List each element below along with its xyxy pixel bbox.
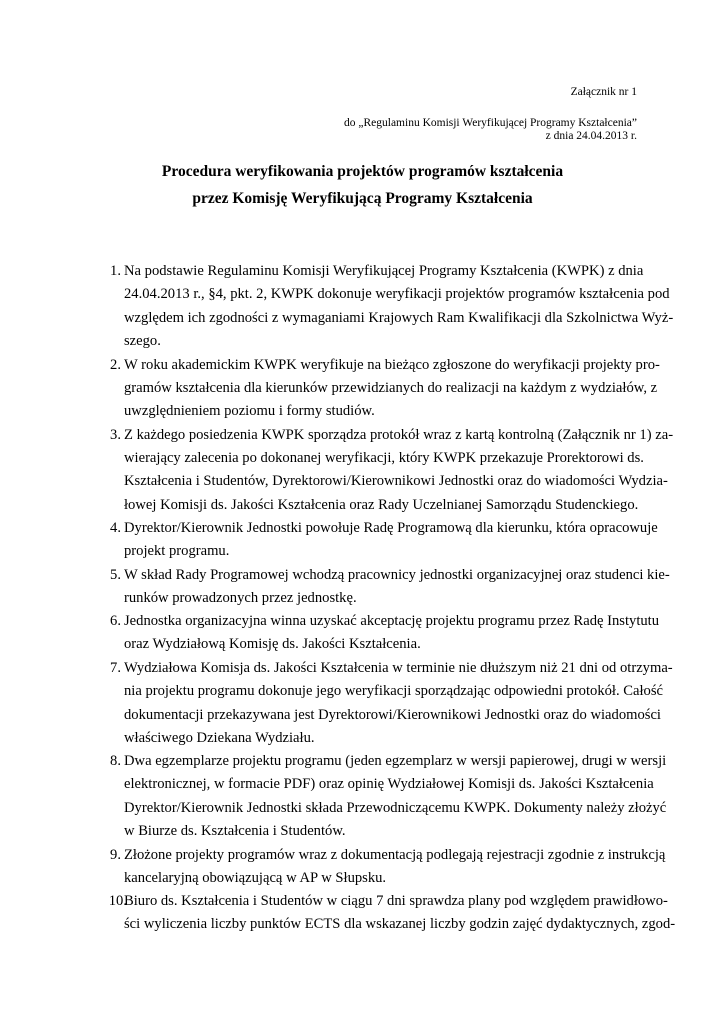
list-item-line: Wydziałowa Komisja ds. Jakości Kształcenia w terminie nie dłuższym niż 21 dni od otrzyma- <box>124 660 673 676</box>
list-item-text <box>124 610 660 657</box>
list-item-line: oraz Wydziałową Komisję ds. Jakości Kształcenia. <box>124 636 421 653</box>
list-item-line: względem ich zgodności z wymaganiami Krajowych Ram Kwalifikacji dla Szkolnictwa Wyż- <box>124 309 674 326</box>
list-item-line: Jednostka organizacyjna winna uzyskać akceptację projektu programu przez Radę Instytutu <box>124 613 660 629</box>
list-item-text <box>124 890 676 937</box>
document-title-line-1: Procedura weryfikowania projektów programów kształcenia <box>161 163 564 180</box>
list-item-line: uwzględnieniem poziomu i formy studiów. <box>124 403 375 420</box>
list-item-text <box>124 750 667 844</box>
list-item-line: W skład Rady Programowej wchodzą pracownicy jednostki organizacyjnej oraz studenci kie- <box>124 567 670 583</box>
list-item-line: wierający zalecenia po dokonanej weryfikacji, który KWPK przekazuje Prorektorowi ds. <box>124 449 644 466</box>
list-item-line: Kształcenia i Studentów, Dyrektorowi/Kierownikowi Jednostki oraz do wiadomości Wydzia- <box>124 473 668 490</box>
list-item-line: Z każdego posiedzenia KWPK sporządza protokół wraz z kartą kontrolną (Załącznik nr 1) za- <box>124 426 674 443</box>
list-item-number: 3. <box>110 426 121 443</box>
annex-reference-line-2: z dnia 24.04.2013 r. <box>545 130 637 142</box>
list-item-line: gramów kształcenia dla kierunków przewidzianych do realizacji na każdym z wydziałów, z <box>124 379 658 396</box>
list-item-line: ści wyliczenia liczby punktów ECTS dla wskazanej liczby godzin zajęć dydaktycznych, zgod- <box>124 916 676 933</box>
list-item-line: runków prowadzonych przez jednostkę. <box>124 590 357 607</box>
list-item-line: łowej Komisji ds. Jakości Kształcenia oraz Rady Uczelnianej Samorządu Studenckiego. <box>124 496 639 513</box>
list-item-line: Dwa egzemplarze projektu programu (jeden egzemplarz w wersji papierowej, drugi w wersji <box>124 753 667 769</box>
list-item-text <box>124 354 660 424</box>
list-item-line: dokumentacji przekazywana jest Dyrektorowi/Kierownikowi Jednostki oraz do wiadomości <box>124 706 661 723</box>
document-title-line-2: przez Komisję Weryfikującą Programy Kształcenia <box>192 190 533 207</box>
list-item-line: właściwego Dziekana Wydziału. <box>124 730 315 747</box>
list-item-line: projekt programu. <box>124 543 230 560</box>
list-item-line: 24.04.2013 r., §4, pkt. 2, KWPK dokonuje weryfikacji projektów programów kształcenia pod <box>124 286 670 303</box>
list-item-number: 9. <box>110 846 121 863</box>
list-item-line: nia projektu programu dokonuje jego weryfikacji sporządzając odpowiedni protokół. Całość <box>124 683 663 700</box>
list-item-text <box>124 424 674 518</box>
list-item-number: 6. <box>110 613 121 629</box>
list-item-line: szego. <box>124 333 161 350</box>
list-item-text <box>124 564 670 611</box>
list-item-line: elektronicznej, w formacie PDF) oraz opinię Wydziałowej Komisji ds. Jakości Kształcenia <box>124 776 654 793</box>
list-item-text <box>124 260 674 354</box>
list-item-line: w Biurze ds. Kształcenia i Studentów. <box>124 823 346 840</box>
list-item-number: 5. <box>110 567 121 583</box>
list-item-number: 7. <box>110 660 121 676</box>
list-item-number: 1. <box>110 263 121 279</box>
annex-label: Załącznik nr 1 <box>570 86 637 98</box>
list-item-line: Dyrektor/Kierownik Jednostki powołuje Radę Programową dla kierunku, która opracowuje <box>124 520 658 536</box>
list-item-number: 10. <box>108 893 127 909</box>
list-item-line: Biuro ds. Kształcenia i Studentów w ciągu 7 dni sprawdza plany pod względem prawidłowo- <box>124 893 668 909</box>
list-item-line: Złożone projekty programów wraz z dokumentacją podlegają rejestracji zgodnie z instrukcją <box>124 846 666 863</box>
list-item-number: 8. <box>110 753 121 769</box>
list-item-text <box>124 657 673 751</box>
list-item-text <box>124 844 666 891</box>
list-item-line: W roku akademickim KWPK weryfikuje na bieżąco zgłoszone do weryfikacji projekty pro- <box>124 356 660 373</box>
list-item-line: kancelaryjną obowiązującą w AP w Słupsku. <box>124 869 387 886</box>
list-item-text <box>124 517 658 564</box>
annex-reference <box>344 117 637 143</box>
annex-reference-line-1: do „Regulaminu Komisji Weryfikującej Programy Kształcenia” <box>344 117 637 129</box>
list-item-number: 2. <box>110 356 121 373</box>
list-item-line: Dyrektor/Kierownik Jednostki składa Przewodniczącemu KWPK. Dokumenty należy złożyć <box>124 799 667 816</box>
list-item-number: 4. <box>110 520 121 536</box>
list-item-line: Na podstawie Regulaminu Komisji Weryfikującej Programy Kształcenia (KWPK) z dnia <box>124 263 644 279</box>
